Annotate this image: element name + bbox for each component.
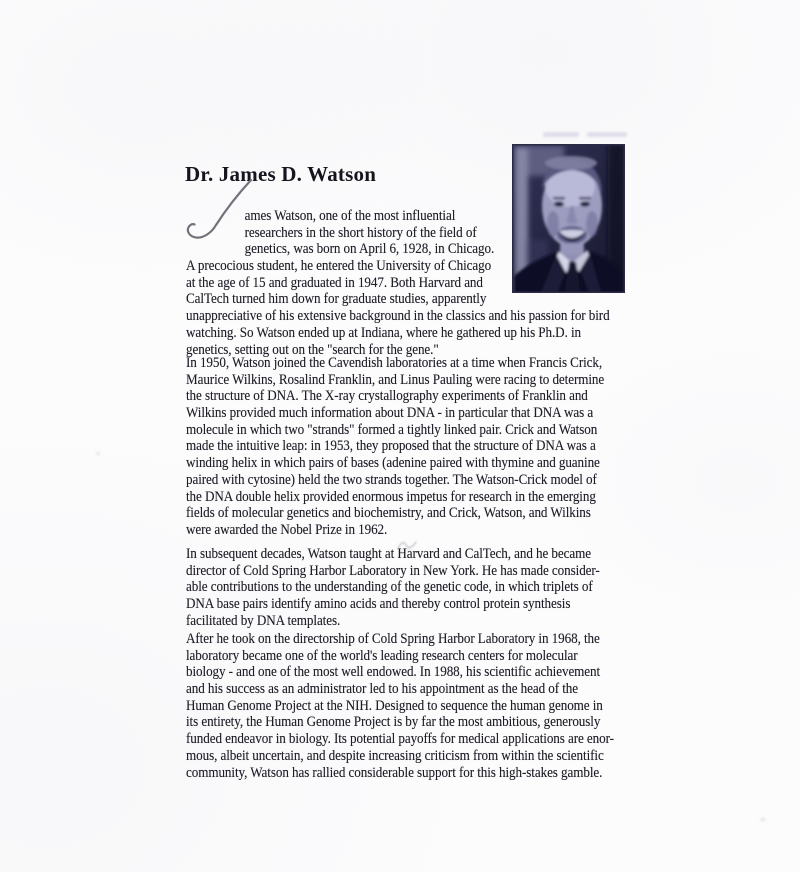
text-line: funded endeavor in biology. Its potential payoffs for medical applications are enor- [186,731,614,748]
paragraph-cold-spring-harbor [186,546,600,629]
text-line: After he took on the directorship of Cold Spring Harbor Laboratory in 1968, the [186,631,600,647]
text-line: researchers in the short history of the field of [244,224,477,241]
text-line: and his success as an administrator led to his appointment as the head of the [186,681,579,698]
text-line: fields of molecular genetics and biochemistry, and Crick, Watson, and Wilkins [186,505,591,522]
paragraph-intro [186,208,610,358]
page-title: Dr. James D. Watson [185,162,377,187]
text-line: made the intuitive leap: in 1953, they proposed that the structure of DNA was a [186,438,596,455]
text-line: its entirety, the Human Genome Project is by far the most ambitious, generously [186,714,601,731]
text-line: DNA base pairs identify amino acids and thereby control protein synthesis [186,596,571,613]
text-line: Human Genome Project at the NIH. Designed to sequence the human genome in [186,697,603,714]
text-line: were awarded the Nobel Prize in 1962. [186,521,388,538]
text-line: laboratory became one of the world's leading research centers for molecular [186,647,578,664]
ghost-mark [587,132,627,137]
text-line: the structure of DNA. The X-ray crystallography experiments of Franklin and [186,388,588,405]
print-bleed-ghost [543,132,631,139]
paragraph-cavendish [186,355,604,539]
text-line: ames Watson, one of the most influential [244,208,456,224]
paragraph-human-genome-project [186,631,614,781]
text-line: Maurice Wilkins, Rosalind Franklin, and Linus Pauling were racing to determine [186,371,605,388]
text-line: director of Cold Spring Harbor Laboratory in New York. He has made consider- [186,562,600,579]
text-line: A precocious student, he entered the University of Chicago [186,258,492,275]
text-line: In subsequent decades, Watson taught at Harvard and CalTech, and he became [186,546,591,562]
text-line: at the age of 15 and graduated in 1947. Both Harvard and [186,274,483,291]
text-line: Wilkins provided much information about DNA - in particular that DNA was a [186,405,594,422]
text-line: community, Watson has rallied considerable support for this high-stakes gamble. [186,764,603,781]
text-line: paired with cytosine) held the two strands together. The Watson-Crick model of [186,471,597,488]
text-line: molecule in which two "strands" formed a tightly linked pair. Crick and Watson [186,421,598,438]
text-line: genetics, was born on April 6, 1928, in Chicago. [244,241,495,258]
text-line: mous, albeit uncertain, and despite increasing criticism from within the scientific [186,747,604,764]
text-line: CalTech turned him down for graduate studies, apparently [186,291,487,308]
scan-fleck [96,452,100,455]
text-line: biology - and one of the most well endowed. In 1988, his scientific achievement [186,664,601,681]
text-line: In 1950, Watson joined the Cavendish laboratories at a time when Francis Crick, [186,355,603,371]
text-line: the DNA double helix provided enormous impetus for research in the emerging [186,488,596,505]
text-line: genetics, setting out on the "search for the gene." [186,341,439,358]
ghost-mark [543,132,579,137]
text-line: watching. So Watson ended up at Indiana, where he gathered up his Ph.D. in [186,324,582,341]
text-line: winding helix in which pairs of bases (adenine paired with thymine and guanine [186,455,600,472]
scan-fleck [760,818,766,821]
text-line: facilitated by DNA templates. [186,612,341,629]
text-line: unappreciative of his extensive background in the classics and his passion for bird [186,308,610,325]
text-line: able contributions to the understanding of the genetic code, in which triplets of [186,579,593,596]
